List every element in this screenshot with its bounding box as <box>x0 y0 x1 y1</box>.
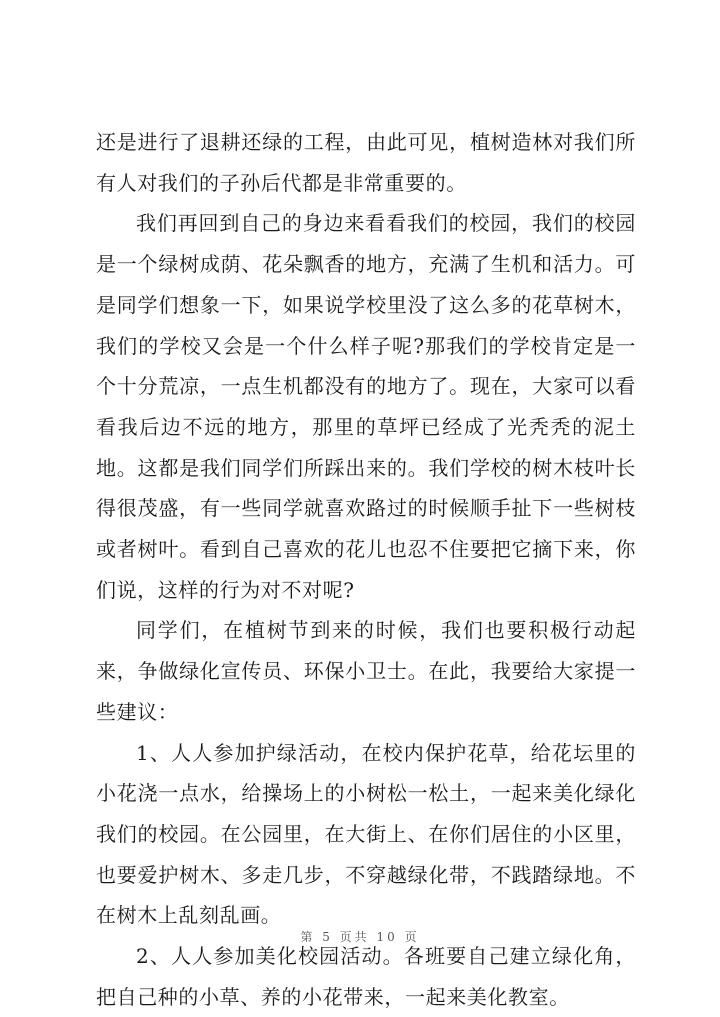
paragraph-5: 2、人人参加美化校园活动。各班要自己建立绿化角，把自己种的小草、养的小花带来，一起来美化教室。 <box>96 944 636 1009</box>
paragraph-4: 1、人人参加护绿活动，在校内保护花草，给花坛里的小花浇一点水，给操场上的小树松一松土，一起来美化绿化我们的校园。在公园里，在大街上、在你们居住的小区里，也要爱护树木、多走几步，不穿越绿化带，不践踏绿地。不在树木上乱刻乱画。 <box>96 740 636 928</box>
paragraph-2: 我们再回到自己的身边来看看我们的校园，我们的校园是一个绿树成荫、花朵飘香的地方，充满了生机和活力。可是同学们想象一下，如果说学校里没了这么多的花草树木，我们的学校又会是一个什么样子呢?那我们的学校肯定是一个十分荒凉，一点生机都没有的地方了。现在，大家可以看看我后边不远的地方，那里的草坪已经成了光秃秃的泥土地。这都是我们同学们所踩出来的。我们学校的树木枝叶长得很茂盛，有一些同学就喜欢路过的时候顺手扯下一些树枝或者树叶。看到自己喜欢的花儿也忍不住要把它摘下来，你们说，这样的行为对不对呢? <box>96 211 636 602</box>
document-body <box>96 122 636 1017</box>
paragraph-3: 同学们，在植树节到来的时候，我们也要积极行动起来，争做绿化宣传员、环保小卫士。在此，我要给大家提一些建议： <box>96 618 636 724</box>
paragraph-1: 还是进行了退耕还绿的工程，由此可见，植树造林对我们所有人对我们的子孙后代都是非常重要的。 <box>96 130 636 195</box>
page-number-footer: 第 5 页共 10 页 <box>300 930 420 944</box>
